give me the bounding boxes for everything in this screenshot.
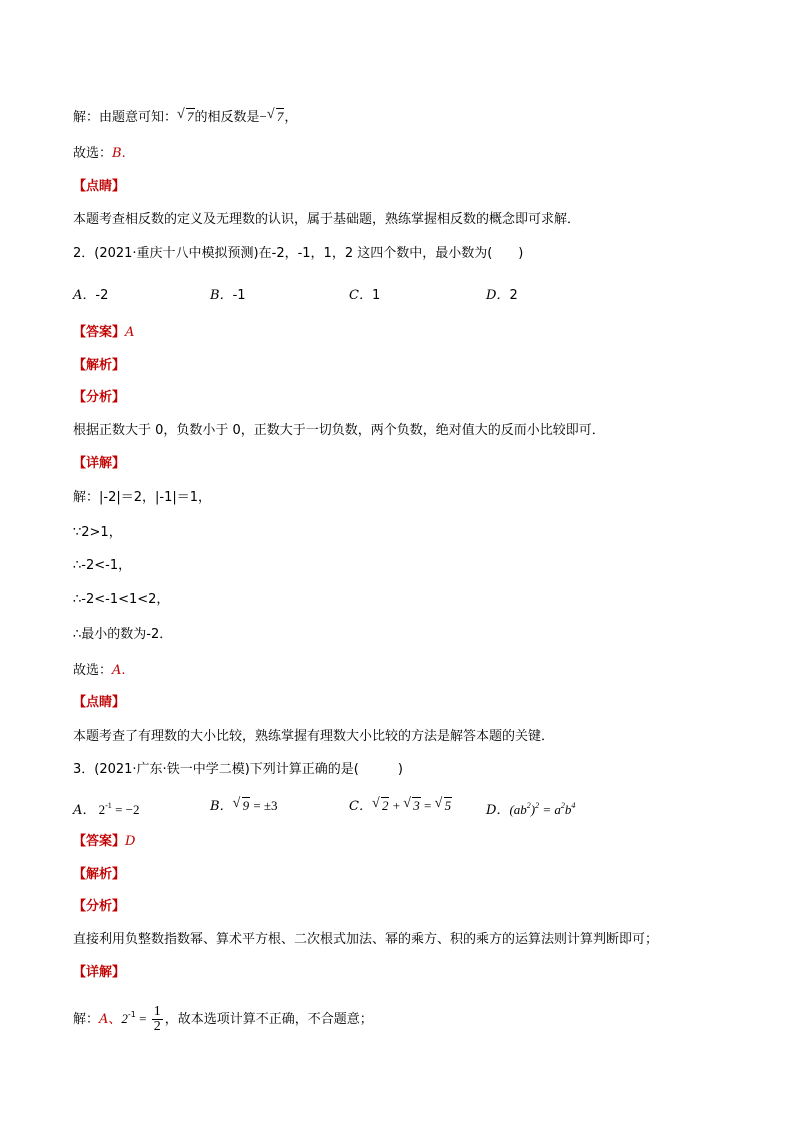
q3-answer: 【答案】D [73,834,136,849]
q2-fenxi-text: 根据正数大于 0，负数小于 0，正数大于一切负数，两个负数，绝对值大的反而小比较即可． [73,423,605,438]
q3-fenxi-header: 【分析】 [73,899,126,914]
q3-option-a: A． $2^{-1} = -2$ [73,801,140,818]
q2-stem: 2．(2021·重庆十八中模拟预测)在-2，-1，1，2 这四个数中，最小数为( ) [73,246,524,261]
q2-detail-header: 【详解】 [73,456,126,471]
q3-option-c: C．√ 2 + √ 3 = √ 5 [349,797,452,816]
q1-solution-line: 解：由题意可知：√ 7的相反数是−√ 7， [73,108,297,127]
q2-step-3: ∴-2<-1， [73,558,132,573]
q2-choice-line: 故选：A. [73,663,126,678]
sqrt-7: √ 7 [177,108,195,126]
q3-detail-header: 【详解】 [73,965,126,980]
q2-step-4: ∴-2<-1<1<2， [73,592,170,607]
q2-options [73,287,723,305]
q3-option-b: B．√ 9 = ±3 [210,797,278,816]
q2-step-1: 解：|-2|＝2，|-1|＝1， [73,490,211,505]
q2-fenxi-header: 【分析】 [73,390,126,405]
q3-option-d: D．$(ab^2)^2 = a^2b^4$ [486,801,576,818]
fraction-one-half: $\frac{1}{2}$ [153,1004,161,1034]
q3-detail-line: 解：A、$2^{-1}$ = $\frac{1}{2}$ ，故本选项计算不正确，不合题意； [73,1004,373,1034]
q1-choice-line: 故选：B. [73,146,126,161]
q2-comment-header: 【点睛】 [73,695,126,710]
q2-analysis-header: 【解析】 [73,358,126,373]
q2-answer: 【答案】A [73,325,135,340]
q2-option-c: C．1 [349,288,381,303]
q2-step-5: ∴最小的数为-2． [73,627,173,642]
q3-options [73,797,723,817]
q2-option-a: A．-2 [73,288,109,303]
q3-stem: 3．(2021·广东·铁一中学二模)下列计算正确的是( ) [73,762,403,777]
q2-option-b: B．-1 [210,288,246,303]
q2-option-d: D．2 [486,288,518,303]
q2-step-2: ∵2>1， [73,525,122,540]
sqrt-7-neg: √ 7 [267,108,285,126]
q3-analysis-header: 【解析】 [73,867,126,882]
q1-comment-header: 【点睛】 [73,179,126,194]
q1-comment-text: 本题考查相反数的定义及无理数的认识，属于基础题，熟练掌握相反数的概念即可求解． [73,212,581,227]
q2-comment-text: 本题考查了有理数的大小比较，熟练掌握有理数大小比较的方法是解答本题的关键． [73,729,555,744]
q3-fenxi-text: 直接利用负整数指数幂、算术平方根、二次根式加法、幂的乘方、积的乘方的运算法则计算判断即可； [73,932,659,947]
